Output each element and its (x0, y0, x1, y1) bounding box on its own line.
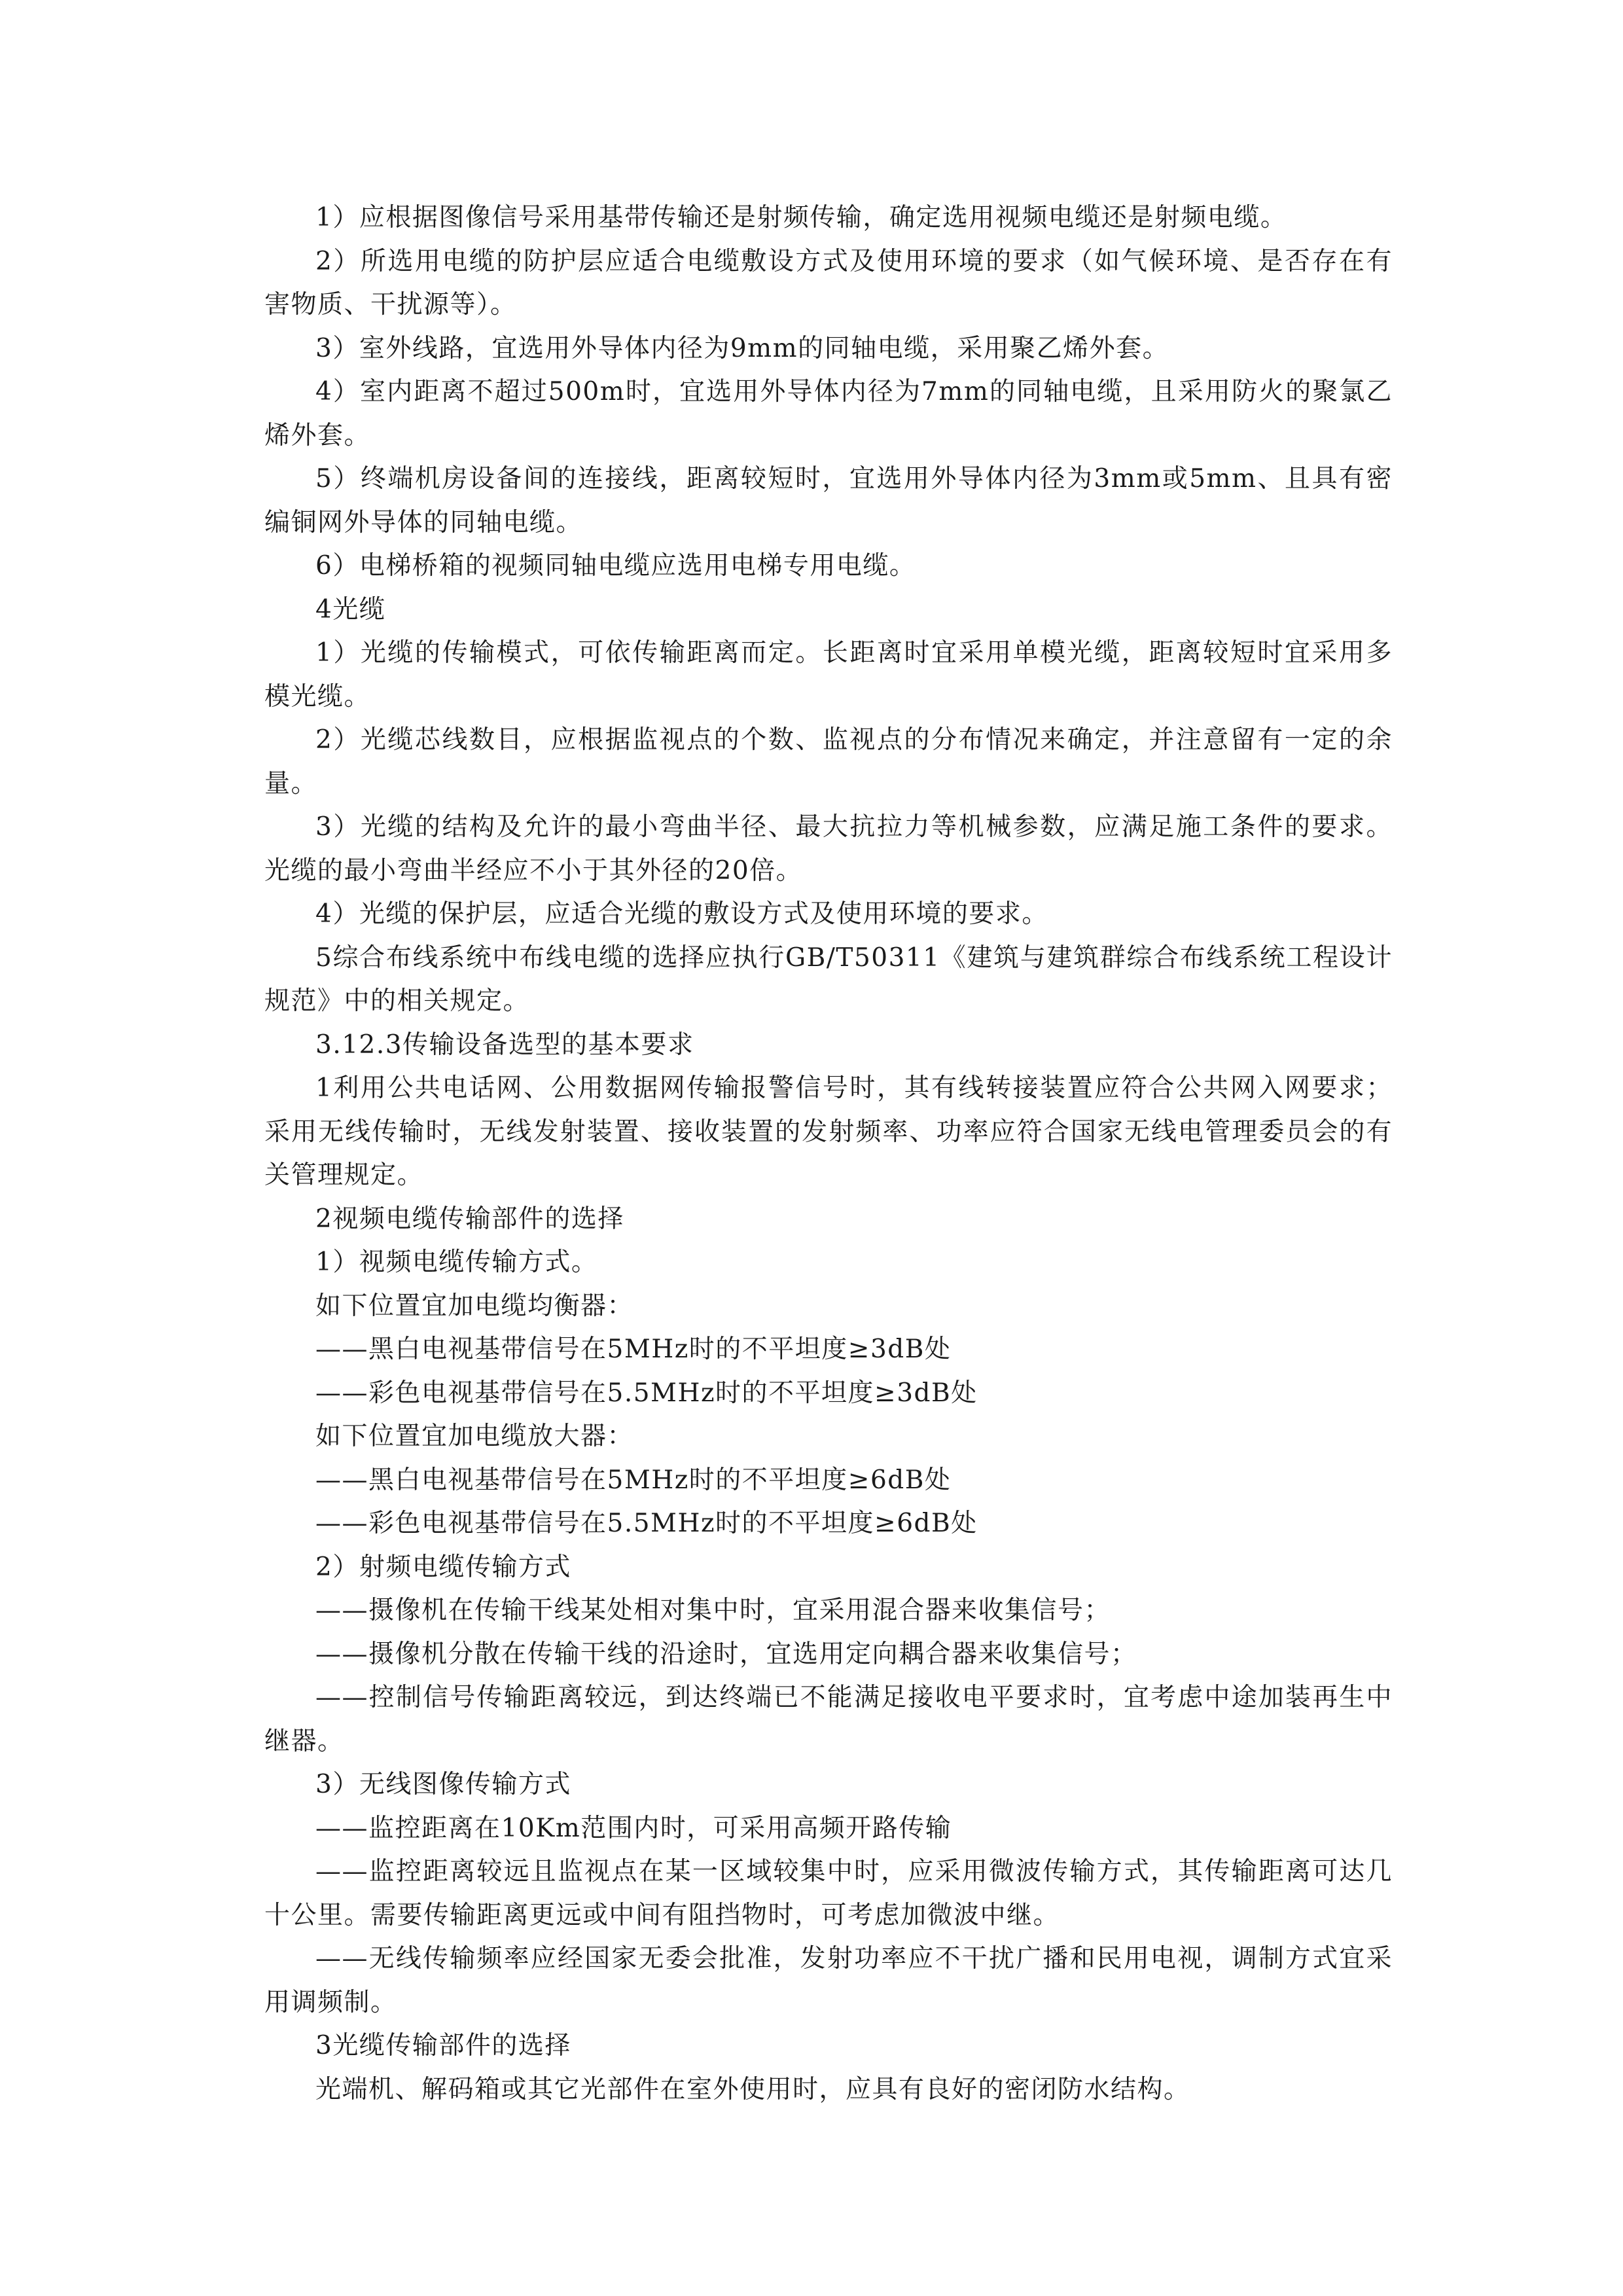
section-heading-optical-parts: 3光缆传输部件的选择 (315, 2031, 571, 2060)
paragraph-28: ——监控距离在10Km范围内时，可采用高频开路传输 (315, 1813, 952, 1843)
paragraph-17: 如下位置宜加电缆均衡器： (315, 1291, 634, 1321)
paragraph-4: 4）室内距离不超过500m时，宜选用外导体内径为7mm的同轴电缆，且采用防火的聚氯乙烯外套。 (264, 377, 1393, 450)
paragraph-3: 3）室外线路，宜选用外导体内径为9mm的同轴电缆，采用聚乙烯外套。 (315, 333, 1169, 363)
paragraph-27: 3）无线图像传输方式 (315, 1770, 571, 1799)
paragraph-24: ——摄像机在传输干线某处相对集中时，宜采用混合器来收集信号； (315, 1596, 1111, 1625)
paragraph-14: 1利用公共电话网、公用数据网传输报警信号时，其有线转接装置应符合公共网入网要求；采用无线传输时，无线发射装置、接收装置的发射频率、功率应符合国家无线电管理委员会的有关管理规定。 (264, 1073, 1393, 1190)
paragraph-25: ——摄像机分散在传输干线的沿途时，宜选用定向耦合器来收集信号； (315, 1639, 1137, 1669)
paragraph-5: 5）终端机房设备间的连接线，距离较短时，宜选用外导体内径为3mm或5mm、且具有密编铜网外导体的同轴电缆。 (264, 464, 1393, 537)
paragraph-11: 4）光缆的保护层，应适合光缆的敷设方式及使用环境的要求。 (315, 899, 1048, 929)
section-heading-3-12-3: 3.12.3传输设备选型的基本要求 (315, 1030, 694, 1060)
paragraph-18: ——黑白电视基带信号在5MHz时的不平坦度≥3dB处 (315, 1335, 952, 1364)
paragraph-23: 2）射频电缆传输方式 (315, 1552, 571, 1582)
document-page (264, 196, 1393, 2111)
paragraph-1: 1）应根据图像信号采用基带传输还是射频传输，确定选用视频电缆还是射频电缆。 (315, 203, 1287, 232)
section-heading-video-cable: 2视频电缆传输部件的选择 (315, 1204, 624, 1234)
paragraph-26: ——控制信号传输距离较远，到达终端已不能满足接收电平要求时，宜考虑中途加装再生中继器。 (264, 1683, 1393, 1756)
paragraph-10: 3）光缆的结构及允许的最小弯曲半径、最大抗拉力等机械参数，应满足施工条件的要求。光缆的最小弯曲半经应不小于其外径的20倍。 (264, 812, 1393, 886)
paragraph-32: 光端机、解码箱或其它光部件在室外使用时，应具有良好的密闭防水结构。 (315, 2074, 1190, 2104)
paragraph-8: 1）光缆的传输模式，可依传输距离而定。长距离时宜采用单模光缆，距离较短时宜采用多模光缆。 (264, 638, 1393, 711)
paragraph-12: 5综合布线系统中布线电缆的选择应执行GB/T50311《建筑与建筑群综合布线系统工程设计规范》中的相关规定。 (264, 942, 1393, 1016)
paragraph-29: ——监控距离较远且监视点在某一区域较集中时，应采用微波传输方式，其传输距离可达几十公里。需要传输距离更远或中间有阻挡物时，可考虑加微波中继。 (264, 1857, 1393, 1930)
paragraph-21: ——黑白电视基带信号在5MHz时的不平坦度≥6dB处 (315, 1465, 952, 1495)
paragraph-22: ——彩色电视基带信号在5.5MHz时的不平坦度≥6dB处 (315, 1509, 978, 1538)
paragraph-9: 2）光缆芯线数目，应根据监视点的个数、监视点的分布情况来确定，并注意留有一定的余量。 (264, 725, 1393, 798)
paragraph-6: 6）电梯桥箱的视频同轴电缆应选用电梯专用电缆。 (315, 551, 916, 581)
paragraph-20: 如下位置宜加电缆放大器： (315, 1422, 634, 1451)
paragraph-30: ——无线传输频率应经国家无委会批准，发射功率应不干扰广播和民用电视，调制方式宜采用调频制。 (264, 1944, 1393, 2017)
paragraph-2: 2）所选用电缆的防护层应适合电缆敷设方式及使用环境的要求（如气候环境、是否存在有害物质、干扰源等）。 (264, 246, 1393, 319)
paragraph-19: ——彩色电视基带信号在5.5MHz时的不平坦度≥3dB处 (315, 1378, 978, 1408)
section-heading-optical-cable: 4光缆 (315, 594, 386, 624)
paragraph-16: 1）视频电缆传输方式。 (315, 1247, 598, 1277)
